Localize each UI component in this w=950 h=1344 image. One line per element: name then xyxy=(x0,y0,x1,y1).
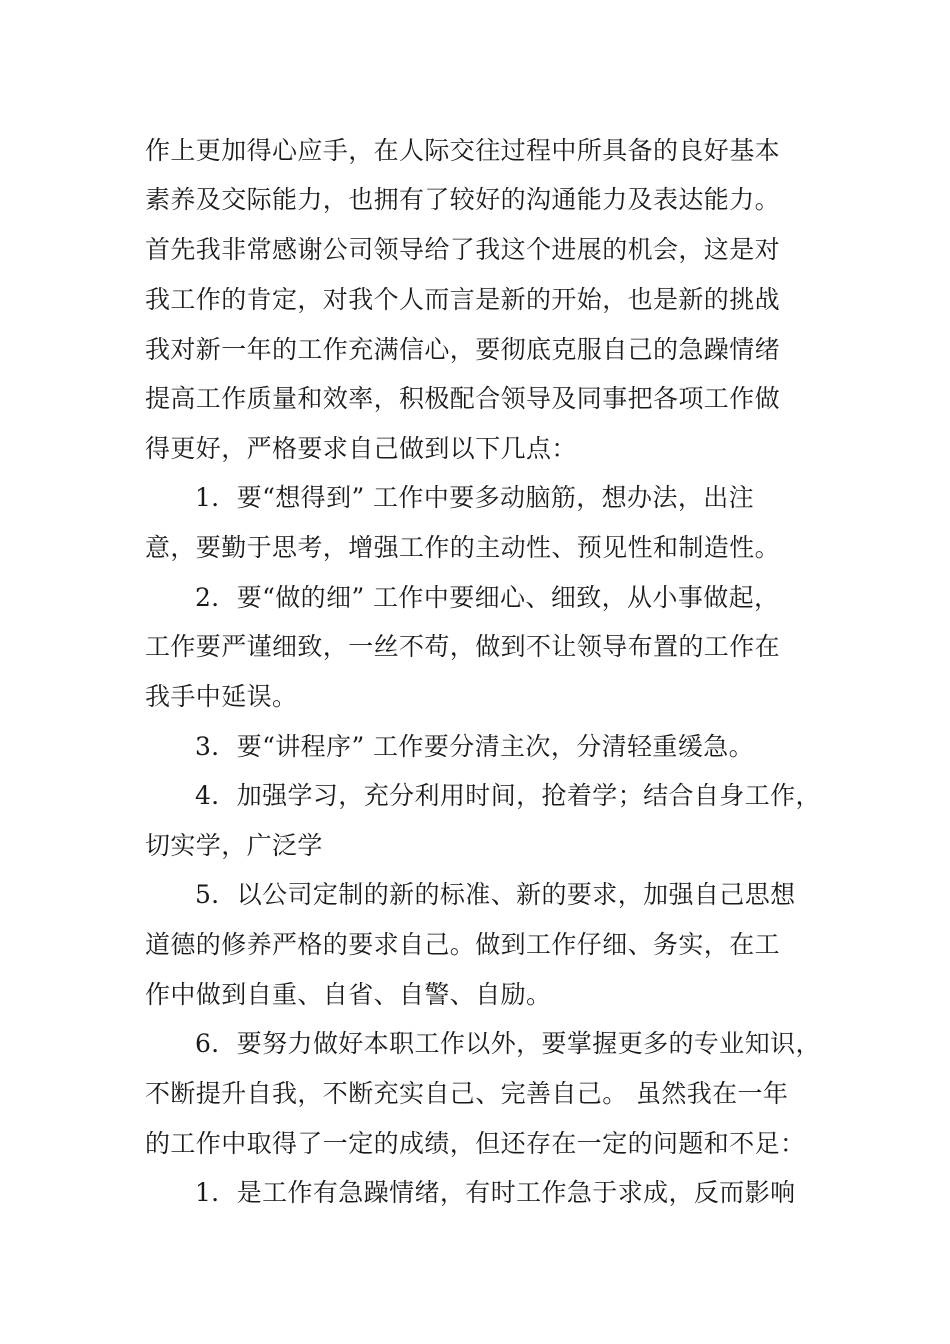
text-line: 提高工作质量和效率，积极配合领导及同事把各项工作做 xyxy=(145,384,781,413)
list-item-line: 5．以公司定制的新的标准、新的要求，加强自己思想 xyxy=(195,880,796,909)
list-item-line: 3．要“讲程序” 工作要分清主次，分清轻重缓急。 xyxy=(195,732,755,761)
text-line: 意，要勤于思考，增强工作的主动性、预见性和制造性。 xyxy=(145,533,781,562)
text-line: 切实学，广泛学 xyxy=(145,831,323,860)
text-line: 我工作的肯定，对我个人而言是新的开始，也是新的挑战 xyxy=(145,285,781,314)
text-line: 不断提升自我，不断充实自己、完善自己。 虽然我在一年 xyxy=(145,1079,789,1108)
text-line: 我手中延误。 xyxy=(145,682,298,711)
text-line: 素养及交际能力，也拥有了较好的沟通能力及表达能力。 xyxy=(145,185,781,214)
list-item-line: 6．要努力做好本职工作以外，要掌握更多的专业知识， xyxy=(195,1029,821,1058)
list-item-line: 1．是工作有急躁情绪，有时工作急于求成，反而影响 xyxy=(195,1178,796,1207)
text-line: 的工作中取得了一定的成绩，但还存在一定的问题和不足： xyxy=(145,1129,806,1158)
text-line: 我对新一年的工作充满信心，要彻底克服自己的急躁情绪 xyxy=(145,335,781,364)
text-line: 工作要严谨细致，一丝不苟，做到不让领导布置的工作在 xyxy=(145,632,781,661)
text-line: 道德的修养严格的要求自己。做到工作仔细、务实，在工 xyxy=(145,930,781,959)
text-line: 首先我非常感谢公司领导给了我这个进展的机会，这是对 xyxy=(145,235,781,264)
text-line: 得更好，严格要求自己做到以下几点： xyxy=(145,434,577,463)
text-line: 作上更加得心应手，在人际交往过程中所具备的良好基本 xyxy=(145,136,781,165)
list-item-line: 1．要“想得到” 工作中要多动脑筋，想办法，出注 xyxy=(195,483,755,512)
list-item-line: 2．要“做的细” 工作中要细心、细致，从小事做起， xyxy=(195,583,780,612)
text-line: 作中做到自重、自省、自警、自励。 xyxy=(145,980,552,1009)
list-item-line: 4．加强学习，充分利用时间，抢着学；结合自身工作， xyxy=(195,781,821,810)
